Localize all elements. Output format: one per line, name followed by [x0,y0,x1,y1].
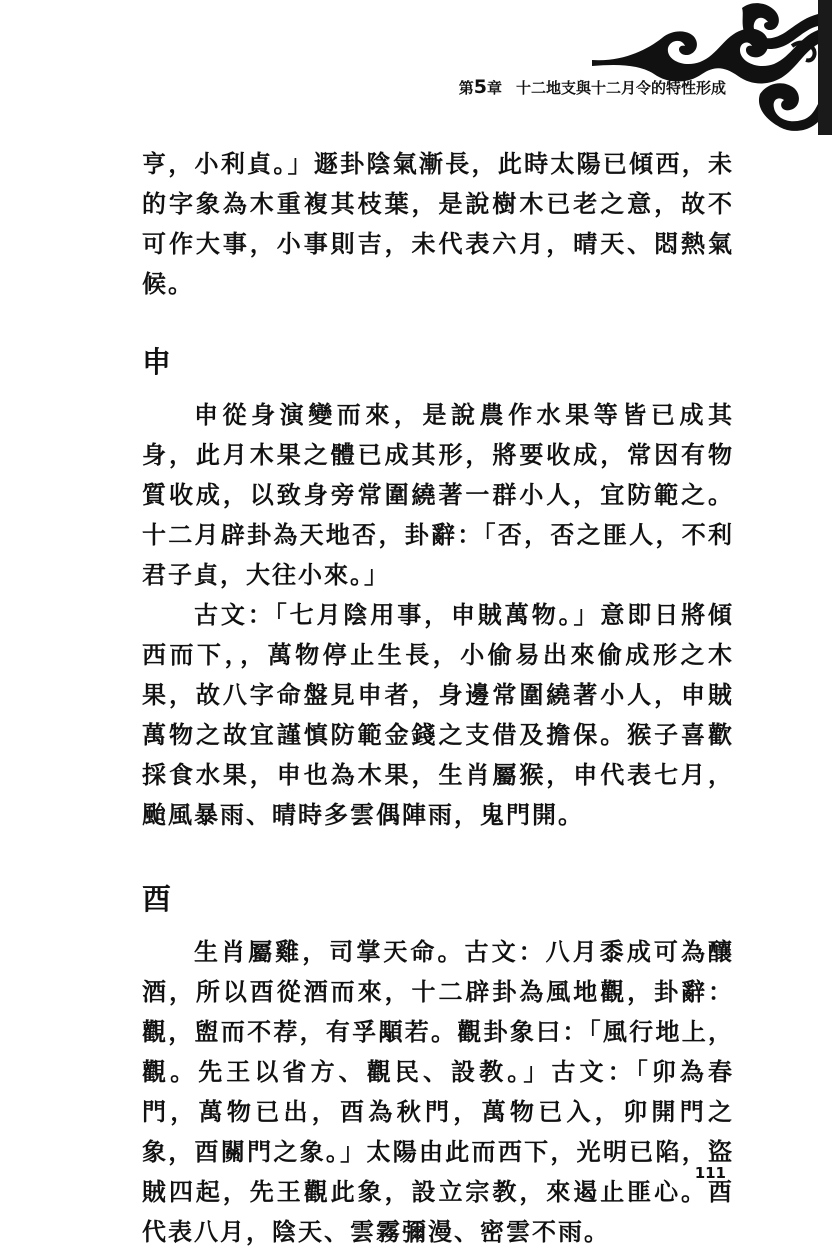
section-heading-you: 酉 [142,882,172,916]
page-number: 111 [694,1164,726,1182]
running-header [459,76,726,98]
paragraph: 申從身演變而來，是說農作水果等皆已成其身，此月木果之體已成其形，將要收成，常因有物質收成，以致身旁常圍繞著一群小人，宜防範之。十二月辟卦為天地否，卦辭：「否，否之匪人，不利君子貞，大往小來。」 [142,400,734,589]
chapter-prefix: 第 [458,79,474,97]
paragraph-continued: 亨，小利貞。」遯卦陰氣漸長，此時太陽已傾西，未的字象為木重複其枝葉，是說樹木已老之意，故不可作大事，小事則吉，未代表六月，晴天、悶熱氣候。 [142,149,734,298]
cloud-ornament-icon [592,0,832,135]
section-heading-shen: 申 [142,345,172,379]
chapter-suffix: 章 [486,79,502,97]
chapter-title: 十二地支與十二月令的特性形成 [515,79,726,97]
chapter-number: 5 [473,76,487,98]
page-body [142,144,734,1252]
paragraph: 生肖屬雞，司掌天命。古文：八月黍成可為釀酒，所以酉從酒而來，十二辟卦為風地觀，卦辭：觀，盥而不荐，有孚顒若。觀卦象曰：「風行地上，觀。先王以省方、觀民、設教。」古文：「卯為春門，萬物已出，酉為秋門，萬物已入，卯開門之象，酉關門之象。」太陽由此而西下，光明已陷，盜賊四起，先王觀此象，設立宗教，來遏止匪心。酉代表八月，陰天、雲霧彌漫、密雲不雨。 [142,937,734,1246]
paragraph: 古文：「七月陰用事，申賊萬物。」意即日將傾西而下，，萬物停止生長，小偷易出來偷成形之木果，故八字命盤見申者，身邊常圍繞著小人，申賊萬物之故宜謹慎防範金錢之支借及擔保。猴子喜歡採食水果，申也為木果，生肖屬猴，申代表七月，颱風暴雨、晴時多雲偶陣雨，鬼門開。 [142,600,734,829]
